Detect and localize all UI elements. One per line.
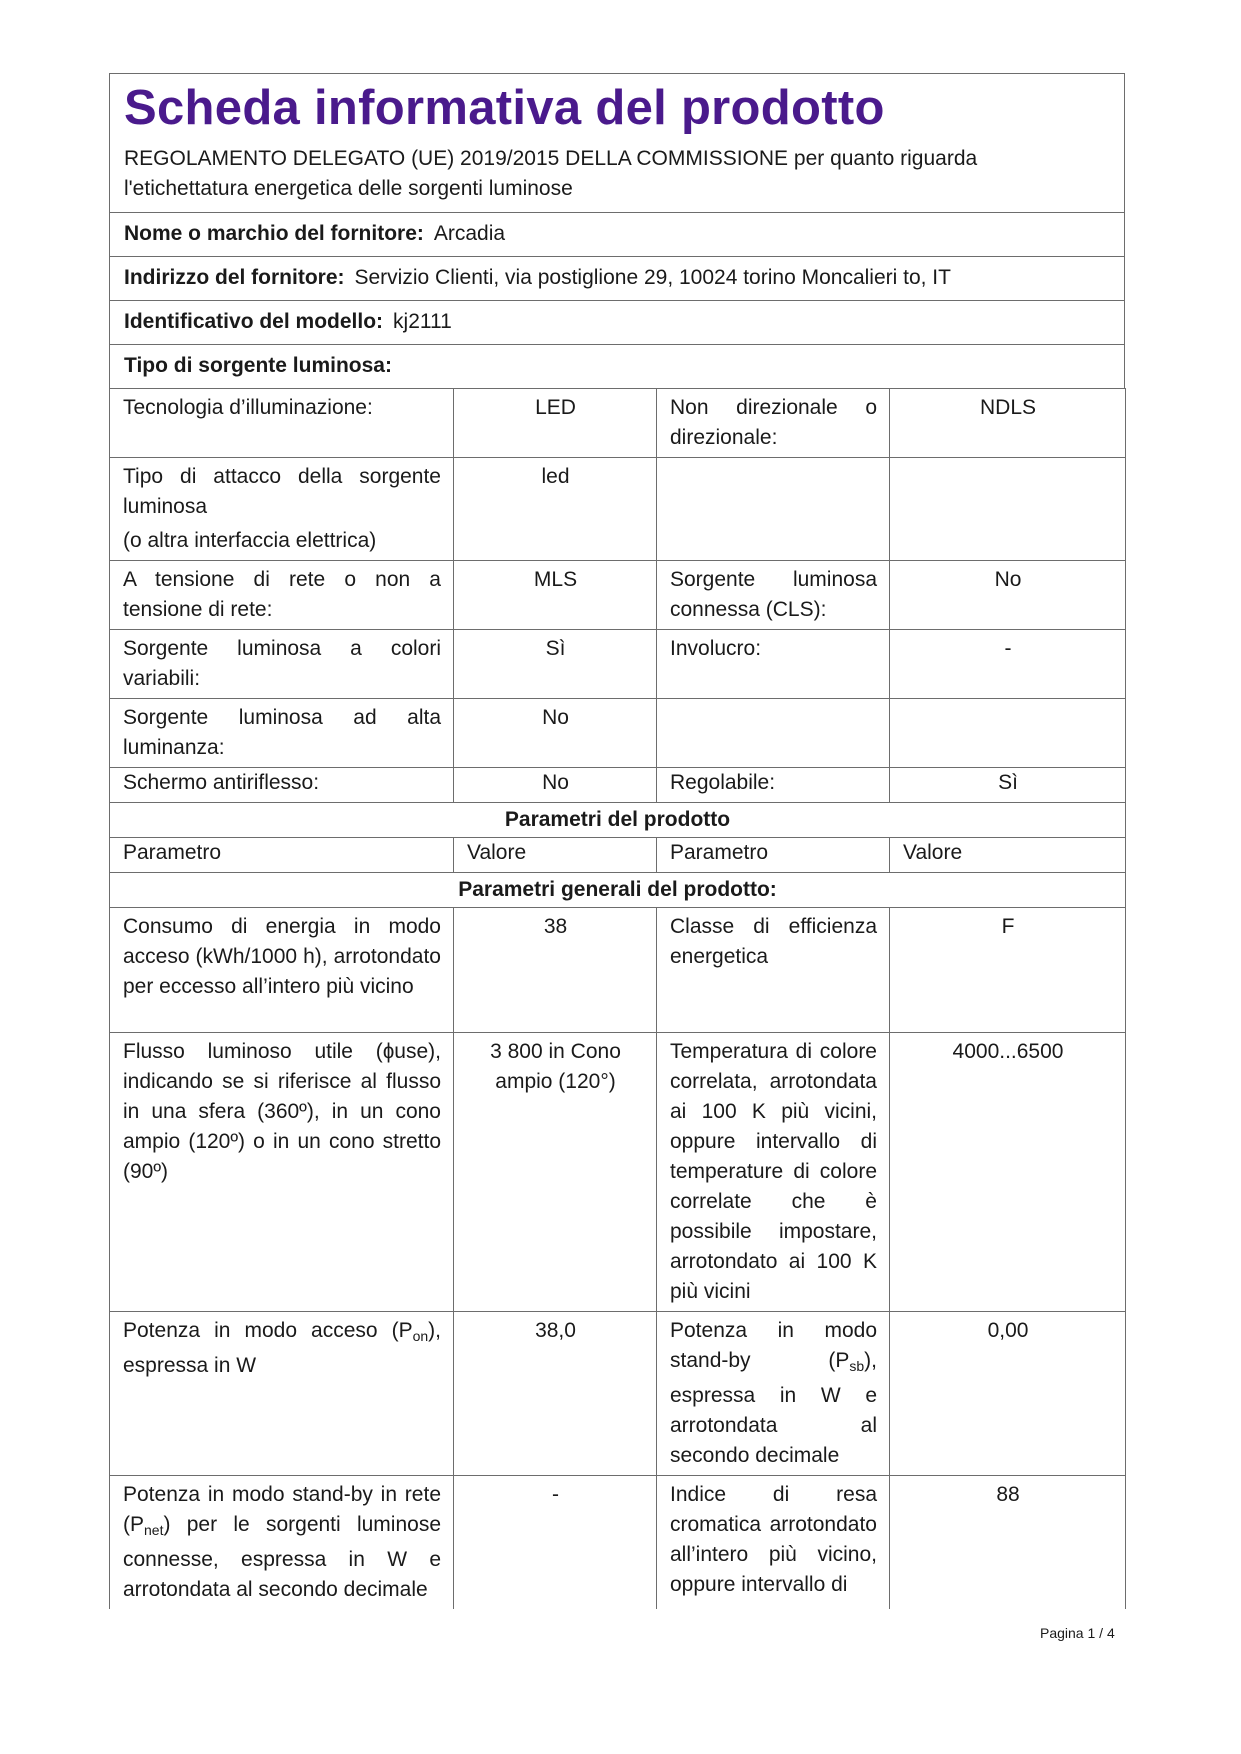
column-header-value: Valore xyxy=(454,838,657,873)
value-cell: LED xyxy=(454,389,657,458)
param-cell xyxy=(657,1312,890,1476)
param-cell: Temperatura di colore correlata, arrotondata ai 100 K più vicini, oppure intervallo di temperature di colore correlate che è possibile impostare, arrotondato ai 100 K più vicini xyxy=(657,1033,890,1312)
subscript: net xyxy=(144,1522,164,1538)
value-cell: No xyxy=(454,699,657,768)
value-cell: No xyxy=(454,768,657,803)
param-cell: Tecnologia d’illuminazione: xyxy=(110,389,454,458)
regulation-subtitle xyxy=(124,144,1112,204)
supplier-address-row xyxy=(109,256,1125,300)
value-cell: F xyxy=(890,908,1126,1033)
param-text-note: (o altra interfaccia elettrica) xyxy=(123,529,377,552)
header-box xyxy=(109,73,1125,212)
spec-table xyxy=(109,388,1126,1609)
page-title: Scheda informativa del prodotto xyxy=(124,81,885,135)
table-row xyxy=(110,458,1126,561)
param-cell: Consumo di energia in modo acceso (kWh/1000 h), arrotondato per eccesso all’intero più vicino xyxy=(110,908,454,1033)
table-row xyxy=(110,1476,1126,1610)
subtitle-line-1: REGOLAMENTO DELEGATO (UE) 2019/2015 DELLA COMMISSIONE per quanto riguarda xyxy=(124,147,978,170)
param-text: ) per le sorgenti luminose connesse, espressa in W e arrotondata al secondo decimale xyxy=(123,1513,441,1601)
param-cell xyxy=(110,458,454,561)
param-text: ), espressa in W e arrotondata al secondo decimale xyxy=(670,1349,877,1467)
light-source-type-row xyxy=(109,344,1125,388)
table-row xyxy=(110,561,1126,630)
value-cell: 88 xyxy=(890,1476,1126,1610)
value-cell: - xyxy=(890,630,1126,699)
column-header-row xyxy=(110,838,1126,873)
product-information-sheet xyxy=(109,73,1125,1609)
general-parameters-heading: Parametri generali del prodotto: xyxy=(110,873,1126,908)
table-row xyxy=(110,1312,1126,1476)
column-header-value: Valore xyxy=(890,838,1126,873)
param-cell: Classe di efficienza energetica xyxy=(657,908,890,1033)
param-cell: Non direzionale o direzionale: xyxy=(657,389,890,458)
param-cell: Sorgente luminosa ad alta luminanza: xyxy=(110,699,454,768)
value-cell: 0,00 xyxy=(890,1312,1126,1476)
value-cell: - xyxy=(454,1476,657,1610)
subscript: on xyxy=(412,1328,429,1344)
value-cell: No xyxy=(890,561,1126,630)
table-row xyxy=(110,389,1126,458)
model-id-label: Identificativo del modello: xyxy=(124,310,384,333)
page-number: Pagina 1 / 4 xyxy=(1040,1625,1115,1641)
param-cell xyxy=(657,458,890,561)
param-cell: Regolabile: xyxy=(657,768,890,803)
param-cell: A tensione di rete o non a tensione di rete: xyxy=(110,561,454,630)
param-cell: Flusso luminoso utile (ɸuse), indicando se si riferisce al flusso in una sfera (360º), in un cono ampio (120º) o in un cono stretto (90º) xyxy=(110,1033,454,1312)
supplier-name-value: Arcadia xyxy=(433,222,506,245)
value-cell: NDLS xyxy=(890,389,1126,458)
supplier-name-label: Nome o marchio del fornitore: xyxy=(124,222,424,245)
supplier-address-value: Servizio Clienti, via postiglione 29, 10024 torino Moncalieri to, IT xyxy=(354,266,951,289)
table-row xyxy=(110,768,1126,803)
param-cell: Sorgente luminosa a colori variabili: xyxy=(110,630,454,699)
table-row xyxy=(110,1033,1126,1312)
param-cell: Schermo antiriflesso: xyxy=(110,768,454,803)
value-cell: led xyxy=(454,458,657,561)
value-cell: 38,0 xyxy=(454,1312,657,1476)
table-row xyxy=(110,630,1126,699)
subscript: sb xyxy=(849,1358,865,1374)
product-parameters-heading: Parametri del prodotto xyxy=(110,803,1126,838)
value-cell: 4000...6500 xyxy=(890,1033,1126,1312)
value-cell: 38 xyxy=(454,908,657,1033)
value-cell: Sì xyxy=(454,630,657,699)
value-cell: MLS xyxy=(454,561,657,630)
param-cell: Involucro: xyxy=(657,630,890,699)
param-cell xyxy=(110,1476,454,1610)
param-cell: Sorgente luminosa connessa (CLS): xyxy=(657,561,890,630)
subtitle-line-2: l'etichettatura energetica delle sorgenti luminose xyxy=(124,177,573,200)
table-row xyxy=(110,699,1126,768)
param-text: Potenza in modo stand-by in rete (P xyxy=(123,1483,441,1536)
column-header-parameter: Parametro xyxy=(657,838,890,873)
param-text: ), espressa in W xyxy=(123,1319,441,1377)
section-header-row xyxy=(110,803,1126,838)
value-cell: Sì xyxy=(890,768,1126,803)
param-text: Potenza in modo acceso (P xyxy=(123,1319,413,1342)
table-row xyxy=(110,908,1126,1033)
param-cell xyxy=(657,699,890,768)
param-cell xyxy=(110,1312,454,1476)
param-text: Tipo di attacco della sorgente luminosa xyxy=(123,465,441,518)
section-header-row xyxy=(110,873,1126,908)
supplier-address-label: Indirizzo del fornitore: xyxy=(124,266,345,289)
model-id-row xyxy=(109,300,1125,344)
column-header-parameter: Parametro xyxy=(110,838,454,873)
light-source-type-label: Tipo di sorgente luminosa: xyxy=(124,354,392,377)
supplier-name-row xyxy=(109,212,1125,256)
param-text: Potenza in modo stand-by (P xyxy=(670,1319,877,1372)
model-id-value: kj2111 xyxy=(393,310,452,333)
value-cell xyxy=(890,699,1126,768)
value-cell xyxy=(890,458,1126,561)
param-cell: Indice di resa cromatica arrotondato all’intero più vicino, oppure intervallo di xyxy=(657,1476,890,1610)
value-cell: 3 800 in Cono ampio (120°) xyxy=(454,1033,657,1312)
